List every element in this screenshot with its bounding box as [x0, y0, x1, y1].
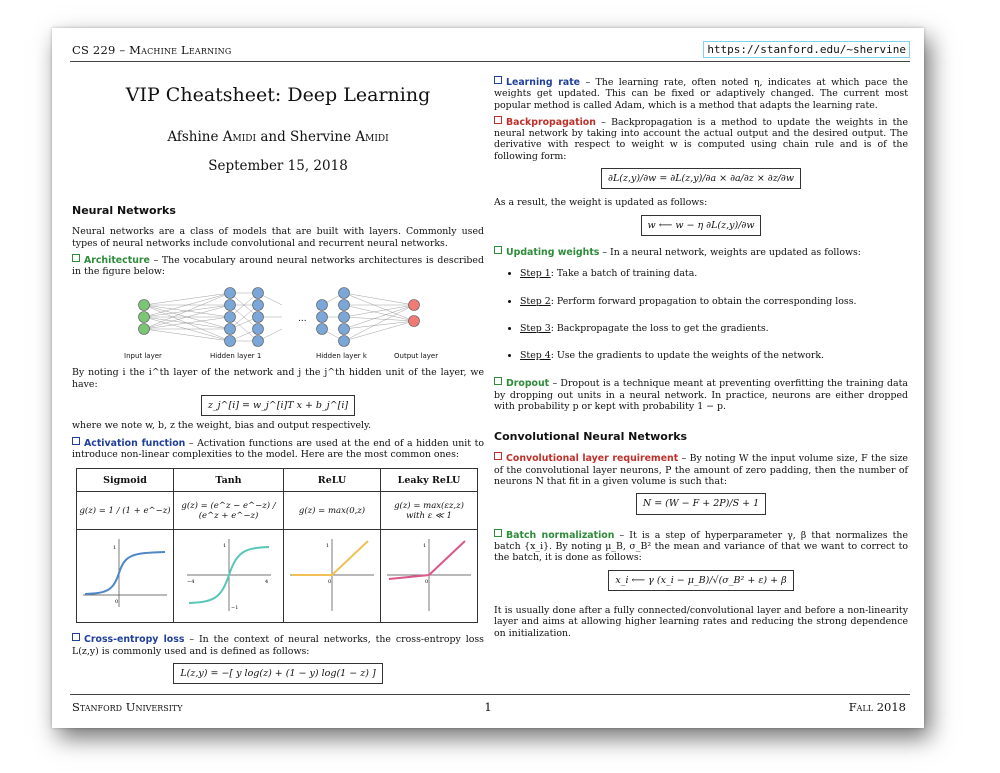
svg-text:1: 1 [222, 542, 226, 549]
equation-z [72, 395, 484, 416]
square-bullet-icon [494, 76, 502, 84]
leaky-relu-plot-svg [383, 533, 475, 617]
svg-text:1: 1 [113, 544, 117, 551]
list-item: • Step 3: Backpropagate the loss to get the gradients. [520, 323, 908, 334]
backprop-paragraph [494, 116, 908, 162]
label-hidden-layer-1: Hidden layer 1 [210, 352, 262, 361]
plot-relu [284, 530, 381, 623]
footer-term: Fall 2018 [848, 700, 906, 714]
hidden-node [317, 312, 328, 323]
author-first-name: Afshine [167, 128, 219, 145]
updating-weights-text: – In a neural network, weights are updated as follows: [599, 247, 861, 259]
equation-batch-norm [494, 570, 908, 591]
label-output-layer: Output layer [394, 352, 439, 361]
activation-key: Activation function [72, 438, 185, 449]
plot-tanh [174, 530, 284, 623]
hidden-node [225, 336, 236, 347]
activation-text: – Activation functions are used at the end of a hidden unit to introduce non-linear complexities to the model. Here are the most common ones: [72, 437, 484, 460]
right-column [494, 76, 908, 644]
cross-entropy-text: – In the context of neural networks, the cross-entropy loss L(z,y) is commonly used and is defined as follows: [72, 634, 484, 657]
hidden-node [225, 324, 236, 335]
hidden-node [317, 300, 328, 311]
header-relu: ReLU [284, 469, 381, 492]
plot-sigmoid [77, 530, 174, 623]
equation-z-box: z_j^[i] = w_j^[i]T x + b_j^[i] [201, 395, 355, 416]
input-node [139, 312, 150, 323]
ellipsis-label: ... [298, 314, 307, 325]
hidden-node [253, 312, 264, 323]
left-column [72, 76, 484, 692]
nn-intro: Neural networks are a class of models that are built with layers. Commonly used types of neural networks include convolutional and recurrent neural networks. [72, 226, 484, 249]
page-title: VIP Cheatsheet: Deep Learning [125, 84, 431, 106]
list-item: • Step 2: Perform forward propagation to obtain the corresponding loss. [520, 296, 908, 307]
equation-n-box: N = (W − F + 2P)/S + 1 [636, 493, 766, 514]
conv-requirement-key: Convolutional layer requirement [494, 453, 678, 464]
architecture-paragraph [72, 254, 484, 278]
header-leaky-relu: Leaky ReLU [381, 469, 478, 492]
plot-leaky-relu [381, 530, 478, 623]
network-edges [144, 293, 414, 341]
hidden-node [253, 288, 264, 299]
hidden-node [253, 324, 264, 335]
hidden-node [339, 312, 350, 323]
formula-leaky-relu-note: with ε ≪ 1 [406, 510, 452, 521]
square-bullet-icon [72, 633, 80, 641]
relu-plot-svg [286, 533, 378, 617]
svg-text:−4: −4 [186, 578, 194, 585]
svg-text:0: 0 [115, 598, 119, 605]
svg-text:0: 0 [425, 578, 429, 585]
authors-and: and [260, 128, 286, 145]
course-title: CS 229 – Machine Learning [72, 43, 232, 57]
architecture-text: – The vocabulary around neural networks architectures is described in the figure below: [72, 254, 484, 278]
output-node [409, 316, 420, 327]
formula-sigmoid: g(z) = 1 / (1 + e^−z) [77, 492, 174, 530]
square-bullet-icon [494, 529, 502, 537]
activation-paragraph [72, 437, 484, 461]
as-result-paragraph: As a result, the weight is updated as follows: [494, 197, 708, 209]
hidden-node [339, 288, 350, 299]
square-bullet-icon [72, 254, 80, 262]
cross-entropy-key: Cross-entropy loss [72, 634, 184, 645]
square-bullet-icon [494, 377, 502, 385]
conv-requirement-paragraph [494, 452, 908, 487]
batch-norm-after: It is usually done after a fully connected/convolutional layer and before a non-linearity layer and aims at allowing higher learning rates and reducing the strong dependence on initialization. [494, 604, 908, 639]
architecture-key: Architecture [72, 255, 150, 266]
equation-backprop-box: ∂L(z,y)/∂w = ∂L(z,y)/∂a × ∂a/∂z × ∂z/∂w [601, 168, 801, 189]
updating-weights-paragraph [494, 246, 908, 258]
equation-weight-update [494, 215, 908, 236]
hidden-node [339, 300, 350, 311]
backprop-text: – Backpropagation is a method to update the weights in the neural network by taking into account the actual output and the desired output. The derivative with respect to weight w is computed using chain rule and is of the following form: [494, 116, 908, 162]
activation-table [76, 468, 478, 623]
input-node [139, 300, 150, 311]
equation-n [494, 493, 908, 514]
hidden-node [339, 324, 350, 335]
hidden-node [339, 336, 350, 347]
output-node [409, 300, 420, 311]
sigmoid-plot-svg [79, 533, 171, 617]
batch-norm-key: Batch normalization [494, 530, 614, 541]
svg-text:1: 1 [326, 542, 330, 549]
hidden-node [253, 300, 264, 311]
hidden-node [225, 300, 236, 311]
hidden-node [225, 288, 236, 299]
batch-norm-paragraph [494, 529, 908, 564]
formula-tanh: g(z) = (e^z − e^−z) / (e^z + e^−z) [174, 492, 284, 530]
noting-paragraph: By noting i the i^th layer of the network and j the j^th hidden unit of the layer, we have: [72, 367, 484, 390]
dropout-text: – Dropout is a technique meant at preventing overfitting the training data by dropping out units in a neural network. In practice, neurons are either dropped with probability p or kept with probability 1 − p. [494, 378, 908, 412]
footer-university: Stanford University [72, 700, 183, 714]
where-paragraph: where we note w, b, z the weight, bias and output respectively. [72, 420, 372, 432]
author-last-name: Amidi [222, 128, 257, 145]
updating-weights-key: Updating weights [494, 247, 599, 258]
network-diagram [72, 283, 484, 365]
page-number: 1 [484, 700, 492, 714]
svg-text:0: 0 [328, 578, 332, 585]
hidden-node [225, 312, 236, 323]
formula-leaky-relu-main: g(z) = max(εz,z) [394, 500, 464, 511]
learning-rate-text: – The learning rate, often noted η, indicates at which pace the weights get updated. This can be fixed or adaptively changed. The current most popular method is called Adam, which is a method that adapts the learning rate. [494, 77, 908, 111]
cross-entropy-paragraph [72, 633, 484, 657]
tanh-plot-svg [183, 533, 275, 617]
formula-relu: g(z) = max(0,z) [284, 492, 381, 530]
learning-rate-paragraph [494, 76, 908, 111]
label-hidden-layer-k: Hidden layer k [316, 352, 367, 361]
backprop-key: Backpropagation [494, 117, 596, 128]
square-bullet-icon [494, 452, 502, 460]
author2-first-name: Shervine [290, 128, 352, 145]
cheatsheet-page [52, 28, 924, 728]
svg-text:1: 1 [423, 542, 427, 549]
equation-cross-entropy [72, 663, 484, 684]
equation-backprop [494, 168, 908, 189]
batch-norm-text: – It is a step of hyperparameter γ, β that normalizes the batch {x_i}. By noting μ_B, σ_B² the mean and variance of that we want to correct to the batch, it is done as follows: [494, 529, 908, 564]
authors [72, 129, 484, 145]
hidden-node [317, 324, 328, 335]
input-node [139, 324, 150, 335]
date: September 15, 2018 [208, 157, 348, 174]
list-item: • Step 1: Take a batch of training data. [520, 268, 908, 279]
section-heading-neural-networks: Neural Networks [72, 204, 176, 218]
svg-text:4: 4 [264, 578, 268, 585]
square-bullet-icon [494, 116, 502, 124]
learning-rate-key: Learning rate [494, 77, 580, 88]
header-url-link[interactable]: https://stanford.edu/~shervine [703, 41, 910, 58]
network-svg [72, 283, 484, 351]
header-tanh: Tanh [174, 469, 284, 492]
dropout-paragraph [494, 377, 908, 412]
formula-leaky-relu [381, 492, 478, 530]
page-header [70, 41, 910, 61]
header-rule [70, 61, 910, 62]
steps-list [494, 268, 908, 361]
square-bullet-icon [494, 246, 502, 254]
footer-rule [70, 694, 910, 695]
equation-weight-update-box: w ⟵ w − η ∂L(z,y)/∂w [641, 215, 762, 236]
square-bullet-icon [72, 437, 80, 445]
hidden-node [253, 336, 264, 347]
section-heading-cnn: Convolutional Neural Networks [494, 430, 688, 444]
equation-cross-entropy-box: L(z,y) = −[ y log(z) + (1 − y) log(1 − z) ] [173, 663, 382, 684]
list-item: • Step 4: Use the gradients to update the weights of the network. [520, 350, 908, 361]
header-sigmoid: Sigmoid [77, 469, 174, 492]
svg-text:−1: −1 [230, 604, 238, 611]
label-input-layer: Input layer [124, 352, 162, 361]
equation-batch-norm-box: x_i ⟵ γ (x_i − μ_B)/√(σ_B² + ε) + β [608, 570, 793, 591]
author2-last-name: Amidi [355, 128, 389, 145]
dropout-key: Dropout [494, 378, 549, 389]
conv-requirement-text: – By noting W the input volume size, F the size of the convolutional layer neurons, P the amount of zero padding, then the number of neurons N that fit in a given volume is such that: [494, 453, 908, 488]
